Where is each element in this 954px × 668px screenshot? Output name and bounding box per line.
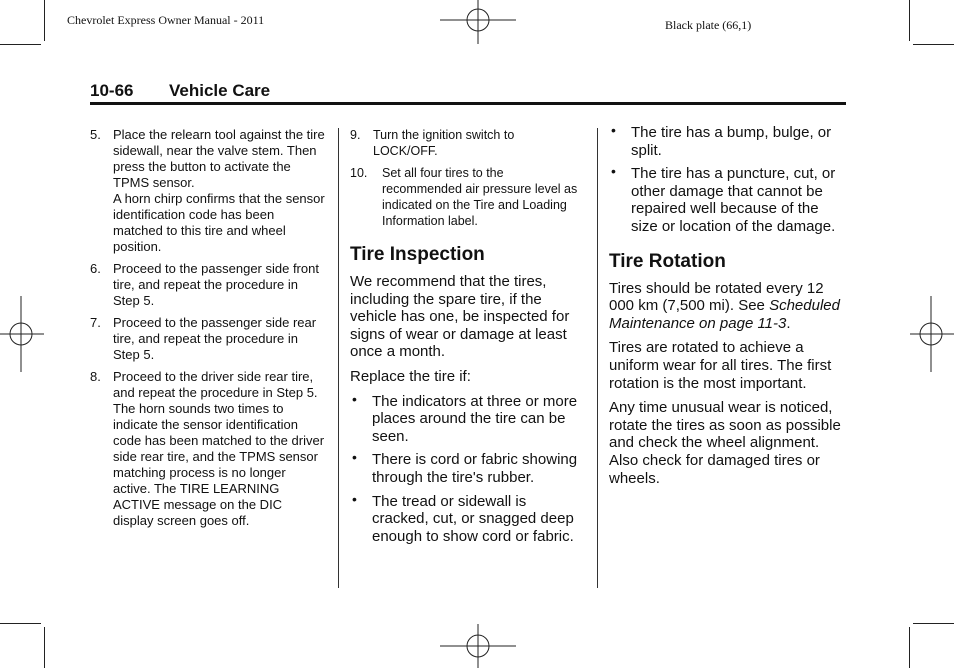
bullet-text: The tread or sidewall is cracked, cut, or snagged deep enough to show cord or fabric. xyxy=(372,492,574,545)
tire-inspection-intro: We recommend that the tires, including the spare tire, if the vehicle has one, be inspected for signs of wear or damage at least once a month. xyxy=(350,273,570,361)
step-text: Proceed to the passenger side front tire, and repeat the procedure in Step 5. xyxy=(113,261,319,308)
column-divider xyxy=(338,128,339,588)
bullet-item xyxy=(350,490,582,546)
bullet-item xyxy=(609,165,845,235)
bullet-icon: • xyxy=(352,490,357,507)
bullet-item xyxy=(350,451,582,486)
bullet-item xyxy=(350,390,582,446)
step-item xyxy=(350,127,582,159)
registration-mark-icon xyxy=(440,624,516,668)
crop-mark xyxy=(44,627,45,668)
tire-inspection-heading: Tire Inspection xyxy=(350,244,485,265)
rotation-interval-text: Tires should be rotated every 12 000 km (7,500 mi). See xyxy=(609,279,824,315)
step-number: 10. xyxy=(350,166,368,180)
column-3 xyxy=(609,124,845,494)
registration-mark-icon xyxy=(910,296,954,372)
rotation-purpose-paragraph: Tires are rotated to achieve a uniform wear for all tires. The first rotation is the most important. xyxy=(609,339,832,392)
step-number: 8. xyxy=(90,369,101,384)
step-item xyxy=(90,315,326,363)
sentence-end: . xyxy=(786,314,791,332)
step-text: Set all four tires to the recommended air pressure level as indicated on the Tire and Loading Information label. xyxy=(382,166,578,228)
bullet-text: The tire has a bump, bulge, or split. xyxy=(631,124,832,159)
crop-mark xyxy=(0,44,41,45)
maintenance-reference-link[interactable]: Scheduled Maintenance on page 11-3 xyxy=(609,297,840,332)
tire-rotation-heading: Tire Rotation xyxy=(609,250,726,272)
section-rule xyxy=(90,102,846,105)
step-note: A horn chirp confirms that the sensor identification code has been matched to this tire and wheel position. xyxy=(113,191,325,254)
column-divider xyxy=(597,128,598,588)
replace-if-label: Replace the tire if: xyxy=(350,367,471,385)
step-text: Proceed to the passenger side rear tire, and repeat the procedure in Step 5. xyxy=(113,315,317,362)
crop-mark xyxy=(913,623,954,624)
column-1 xyxy=(90,127,326,535)
step-number: 6. xyxy=(90,261,101,276)
crop-mark xyxy=(913,44,954,45)
bullet-item xyxy=(609,124,845,159)
bullet-text: The tire has a puncture, cut, or other damage that cannot be repaired well because of the size or location of the damage. xyxy=(631,165,836,235)
crop-mark xyxy=(909,0,910,41)
step-text: Turn the ignition switch to LOCK/OFF. xyxy=(373,128,515,158)
bullet-text: The indicators at three or more places around the tire can be seen. xyxy=(372,392,578,445)
step-item xyxy=(90,369,326,529)
crop-mark xyxy=(44,0,45,41)
rotation-interval-paragraph xyxy=(609,280,845,333)
step-number: 9. xyxy=(350,128,361,142)
bullet-icon: • xyxy=(611,122,616,138)
section-header xyxy=(90,81,270,101)
bullet-icon: • xyxy=(352,449,357,466)
registration-mark-icon xyxy=(440,0,516,46)
step-text: Place the relearn tool against the tire sidewall, near the valve stem. Then press the button to activate the TPMS sensor. xyxy=(113,127,325,190)
registration-mark-icon xyxy=(0,296,44,372)
crop-mark xyxy=(909,627,910,668)
bullet-text: There is cord or fabric showing through the tire's rubber. xyxy=(372,451,578,486)
bullet-icon: • xyxy=(352,390,357,407)
step-number: 5. xyxy=(90,127,101,142)
step-item xyxy=(350,165,582,229)
plate-label: Black plate (66,1) xyxy=(665,18,752,32)
crop-mark xyxy=(0,623,41,624)
unusual-wear-paragraph: Any time unusual wear is noticed, rotate the tires as soon as possible and check the wheel alignment. Also check for damaged tires or wheels. xyxy=(609,399,841,487)
step-item xyxy=(90,127,326,255)
manual-title: Chevrolet Express Owner Manual - 2011 xyxy=(67,13,265,27)
step-number: 7. xyxy=(90,315,101,330)
bullet-icon: • xyxy=(611,163,616,180)
column-2 xyxy=(350,127,582,551)
step-text: Proceed to the driver side rear tire, and repeat the procedure in Step 5. The horn sounds two times to indicate the sensor identification code has been matched to the driver side rear tire, and the TPMS sensor matching process is no longer active. The TIRE LEARNING ACTIVE message on the DIC display screen goes off. xyxy=(113,369,325,528)
page-number: 10-66 xyxy=(90,81,134,100)
section-title: Vehicle Care xyxy=(169,81,271,100)
step-item xyxy=(90,261,326,309)
